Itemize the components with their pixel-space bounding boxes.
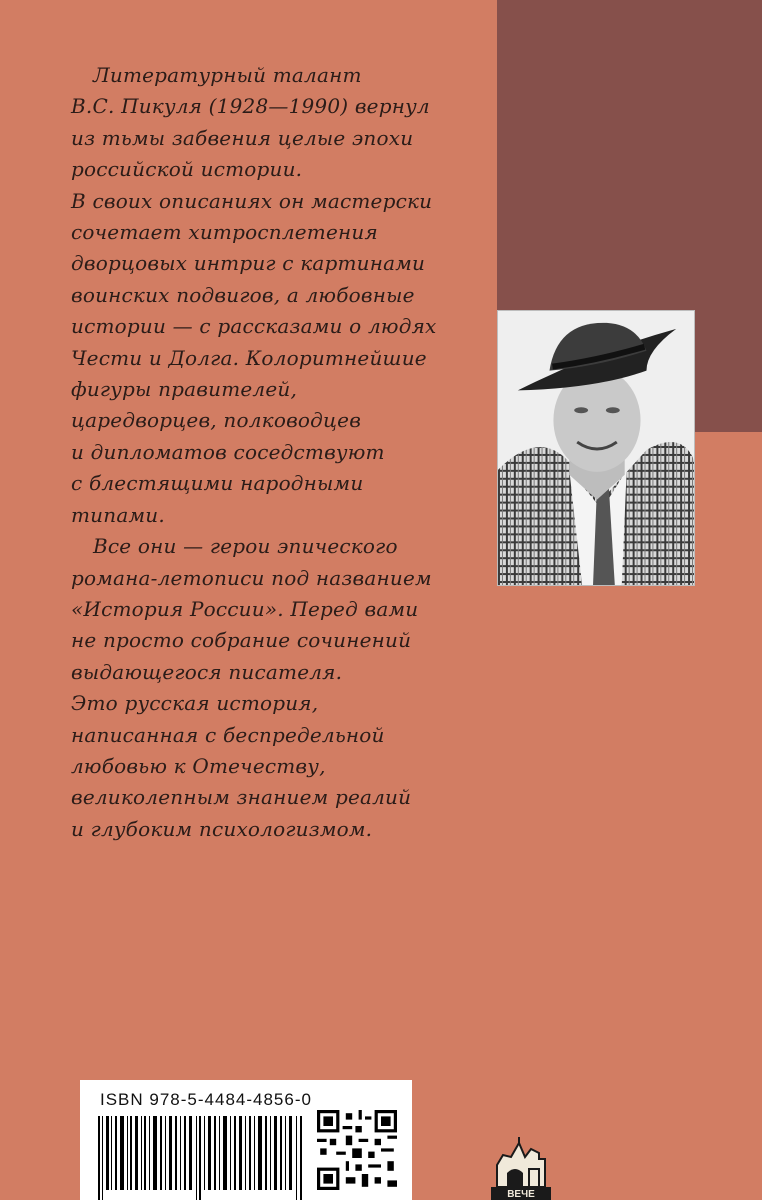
blurb-line: не просто собрание сочинений: [71, 628, 412, 653]
blurb-line: Чести и Долга. Колоритнейшие: [71, 345, 427, 370]
blurb-line: и дипломатов соседствуют: [71, 439, 385, 464]
blurb-line: из тьмы забвения целые эпохи: [71, 125, 414, 150]
blurb-line: фигуры правителей,: [71, 377, 298, 402]
blurb-line: «История России». Перед вами: [71, 596, 419, 621]
isbn-text: ISBN 978-5-4484-4856-0: [100, 1090, 312, 1109]
blurb-line: Литературный талант: [93, 63, 362, 87]
blurb-line: воинских подвигов, а любовные: [71, 282, 415, 307]
blurb-line: истории — с рассказами о людях: [71, 314, 437, 339]
blurb-line: Это русская история,: [71, 691, 319, 716]
blurb-line: В своих описаниях он мастерски: [71, 188, 433, 213]
blurb-line: российской истории.: [71, 157, 303, 182]
blurb-line: типами.: [71, 502, 165, 527]
blurb-line: сочетает хитросплетения: [71, 220, 378, 245]
blurb-line: дворцовых интриг с картинами: [71, 251, 426, 276]
blurb-line: романа-летописи под названием: [71, 565, 432, 590]
blurb-line: В.С. Пикуля (1928—1990) вернул: [71, 94, 430, 119]
svg-text:ВЕЧЕ: ВЕЧЕ: [507, 1189, 535, 1200]
author-photo: [497, 310, 695, 586]
blurb-line: царедворцев, полководцев: [71, 408, 362, 433]
qr-code: [317, 1110, 397, 1190]
blurb-line: и глубоким психологизмом.: [71, 816, 373, 841]
blurb-line: выдающегося писателя.: [71, 659, 343, 684]
blurb-text: [71, 60, 491, 845]
barcode-area: [80, 1080, 412, 1200]
blurb-line: любовью к Отечеству,: [71, 753, 326, 778]
barcode-bars: [98, 1116, 310, 1200]
publisher-logo-icon: [489, 1135, 553, 1200]
blurb-paragraph-2: [71, 531, 491, 845]
blurb-paragraph-1: [71, 60, 491, 531]
blurb-line: Все они — герои эпического: [93, 534, 398, 559]
blurb-line: написанная с беспредельной: [71, 722, 385, 747]
blurb-line: великолепным знанием реалий: [71, 785, 412, 810]
blurb-line: с блестящими народными: [71, 471, 364, 496]
